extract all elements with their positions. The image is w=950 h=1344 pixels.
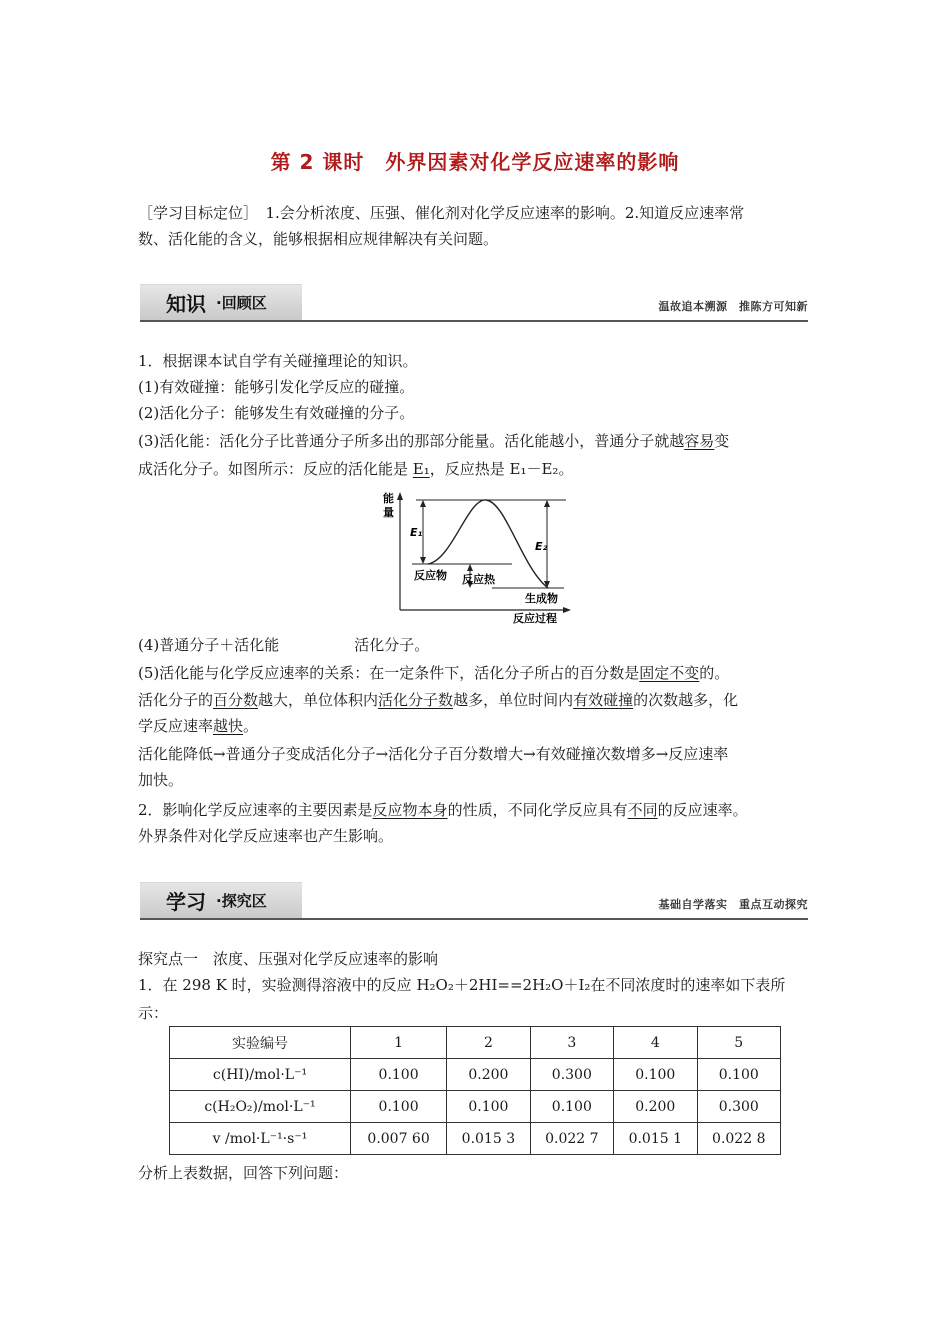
section-title-sub: ·探究区 (216, 892, 267, 910)
answer-underline: 容易 (684, 432, 715, 450)
table-cell: 0.300 (697, 1091, 780, 1123)
table-cell: 0.015 1 (614, 1123, 697, 1155)
table-row (170, 1091, 781, 1123)
answer-underline: 百分数 (213, 691, 259, 709)
section-header-study (140, 882, 808, 920)
answer-underline: 不同 (627, 801, 658, 819)
table-cell: 0.100 (530, 1091, 613, 1123)
section-title-main: 学习 (166, 890, 206, 914)
table-cell: 0.100 (351, 1059, 447, 1091)
label-e1: E₁ (410, 526, 423, 539)
question-1-line-2: 示： (138, 1004, 169, 1022)
knowledge-line-13: 外界条件对化学反应速率也产生影响。 (138, 827, 394, 845)
knowledge-line-7: (5)活化能与化学反应速率的关系：在一定条件下，活化分子所占的百分数是固定不变的。 (138, 664, 730, 682)
table-cell: 实验编号 (170, 1027, 351, 1059)
knowledge-line-10: 活化能降低→普通分子变成活化分子→活化分子百分数增大→有效碰撞次数增多→反应速率 (138, 745, 729, 763)
section-title-main: 知识 (166, 292, 206, 316)
label-reaction-heat: 反应热 (462, 573, 495, 586)
table-row (170, 1123, 781, 1155)
knowledge-line-2: (1)有效碰撞：能够引发化学反应的碰撞。 (138, 378, 415, 396)
table-cell: 0.022 8 (697, 1123, 780, 1155)
answer-underline: 反应物本身 (372, 801, 448, 819)
table-cell: 0.300 (530, 1059, 613, 1091)
table-cell: 0.100 (614, 1059, 697, 1091)
table-cell: 0.022 7 (530, 1123, 613, 1155)
table-cell: 0.015 3 (447, 1123, 530, 1155)
table-header-row (170, 1027, 781, 1059)
answer-underline: 有效碰撞 (573, 691, 634, 709)
table-cell: 0.200 (614, 1091, 697, 1123)
table-cell: 0.100 (351, 1091, 447, 1123)
section-rule (140, 320, 808, 322)
explore-point-heading: 探究点一 浓度、压强对化学反应速率的影响 (138, 950, 439, 968)
section-header-knowledge (140, 284, 808, 322)
label-reactant: 反应物 (414, 569, 447, 582)
energy-diagram (372, 488, 572, 628)
answer-underline: 固定不变 (639, 664, 700, 682)
answer-underline: 活化分子数 (378, 691, 454, 709)
page-title: 第 2 课时 外界因素对化学反应速率的影响 (270, 150, 680, 174)
table-cell: 1 (351, 1027, 447, 1059)
knowledge-line-5: 成活化分子。如图所示：反应的活化能是 E₁，反应热是 E₁－E₂。 (138, 460, 574, 478)
knowledge-line-4: (3)活化能：活化分子比普通分子所多出的那部分能量。活化能越小，普通分子就越容易变 (138, 432, 730, 450)
label-product: 生成物 (525, 592, 558, 605)
section-slogan: 基础自学落实 重点互动探究 (658, 898, 808, 911)
table-cell: 3 (530, 1027, 613, 1059)
table-cell: 4 (614, 1027, 697, 1059)
question-1-line-1: 1．在 298 K 时，实验测得溶液中的反应 H₂O₂＋2HI==2H₂O＋I₂在不同浓度时的速率如下表所 (138, 976, 786, 994)
table-cell: 0.100 (697, 1059, 780, 1091)
diagram-y-label-2: 量 (383, 506, 394, 519)
diagram-x-label: 反应过程 (513, 612, 557, 625)
table-cell: 0.200 (447, 1059, 530, 1091)
table-cell: 5 (697, 1027, 780, 1059)
table-row (170, 1059, 781, 1091)
table-cell: 2 (447, 1027, 530, 1059)
answer-underline: E₁ (412, 460, 430, 478)
learning-objectives-line-1: ［学习目标定位］ 1.会分析浓度、压强、催化剂对化学反应速率的影响。2.知道反应速率常 (138, 204, 745, 222)
knowledge-line-6: (4)普通分子＋活化能 活化分子。 (138, 636, 430, 654)
knowledge-line-9: 学反应速率越快。 (138, 717, 259, 735)
label-e2: E₂ (535, 540, 548, 553)
learning-objectives-line-2: 数、活化能的含义，能够根据相应规律解决有关问题。 (138, 230, 499, 248)
knowledge-line-1: 1．根据课本试自学有关碰撞理论的知识。 (138, 352, 418, 370)
answer-underline: 越快 (213, 717, 244, 735)
knowledge-line-3: (2)活化分子：能够发生有效碰撞的分子。 (138, 404, 415, 422)
table-cell: c(H₂O₂)/mol·L⁻¹ (170, 1091, 351, 1123)
table-cell: c(HI)/mol·L⁻¹ (170, 1059, 351, 1091)
diagram-y-label-1: 能 (383, 492, 394, 505)
table-cell: 0.100 (447, 1091, 530, 1123)
section-title-sub: ·回顾区 (216, 294, 267, 312)
table-cell: 0.007 60 (351, 1123, 447, 1155)
knowledge-line-11: 加快。 (138, 771, 184, 789)
analysis-prompt: 分析上表数据，回答下列问题： (138, 1164, 349, 1182)
knowledge-line-12: 2．影响化学反应速率的主要因素是反应物本身的性质，不同化学反应具有不同的反应速率。 (138, 801, 748, 819)
table-cell: v /mol·L⁻¹·s⁻¹ (170, 1123, 351, 1155)
section-rule (140, 918, 808, 920)
knowledge-line-8: 活化分子的百分数越大，单位体积内活化分子数越多，单位时间内有效碰撞的次数越多，化 (138, 691, 739, 709)
section-slogan: 温故追本溯源 推陈方可知新 (658, 300, 808, 313)
rate-data-table (169, 1026, 781, 1155)
